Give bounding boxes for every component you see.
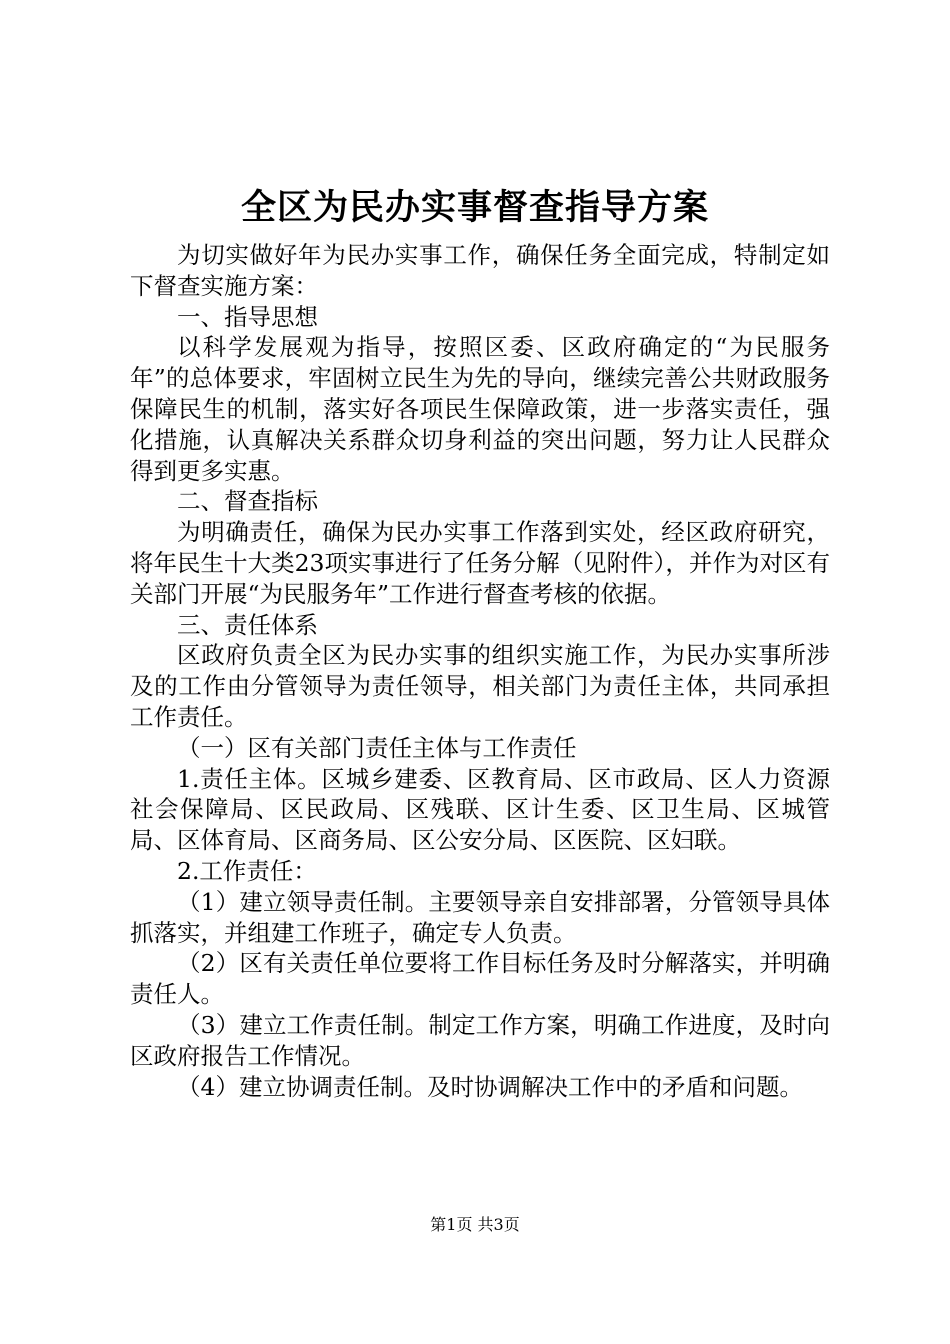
list-item-1: （1）建立领导责任制。主要领导亲自安排部署，分管领导具体抓落实，并组建工作班子，确定专人负责。 [130,887,830,947]
document-body [130,240,830,1102]
inspection-indicators-paragraph: 为明确责任，确保为民办实事工作落到实处，经区政府研究，将年民生十大类23项实事进行了任务分解（见附件），并作为对区有关部门开展“为民服务年”工作进行督查考核的依据。 [130,518,830,608]
section-heading-guiding-thought: 一、指导思想 [177,302,318,331]
list-item-4: （4）建立协调责任制。及时协调解决工作中的矛盾和问题。 [177,1072,803,1101]
section-heading-inspection-indicators: 二、督查指标 [177,487,318,516]
responsible-subjects-paragraph: 1.责任主体。区城乡建委、区教育局、区市政局、区人力资源社会保障局、区民政局、区残联、区计生委、区卫生局、区城管局、区体育局、区商务局、区公安分局、区医院、区妇联。 [130,764,830,855]
subsection-heading-departments: （一）区有关部门责任主体与工作责任 [177,733,577,762]
intro-paragraph: 为切实做好年为民办实事工作，确保任务全面完成，特制定如下督查实施方案： [130,241,830,300]
list-item-2: （2）区有关责任单位要将工作目标任务及时分解落实，并明确责任人。 [130,949,830,1009]
responsibility-system-paragraph: 区政府负责全区为民办实事的组织实施工作，为民办实事所涉及的工作由分管领导为责任领导，相关部门为责任主体，共同承担工作责任。 [130,641,830,731]
section-heading-responsibility-system: 三、责任体系 [177,610,318,639]
work-responsibilities-heading: 2.工作责任： [177,856,317,885]
list-item-3: （3）建立工作责任制。制定工作方案，明确工作进度，及时向区政府报告工作情况。 [130,1010,830,1070]
guiding-thought-paragraph: 以科学发展观为指导，按照区委、区政府确定的“为民服务年”的总体要求，牢固树立民生为先的导向，继续完善公共财政服务保障民生的机制，落实好各项民生保障政策，进一步落实责任，强化措施，认真解决关系群众切身利益的突出问题，努力让人民群众得到更多实惠。 [130,333,830,485]
document-title: 全区为民办实事督查指导方案 [240,187,709,228]
page-footer: 第1页 共3页 [430,1215,520,1234]
